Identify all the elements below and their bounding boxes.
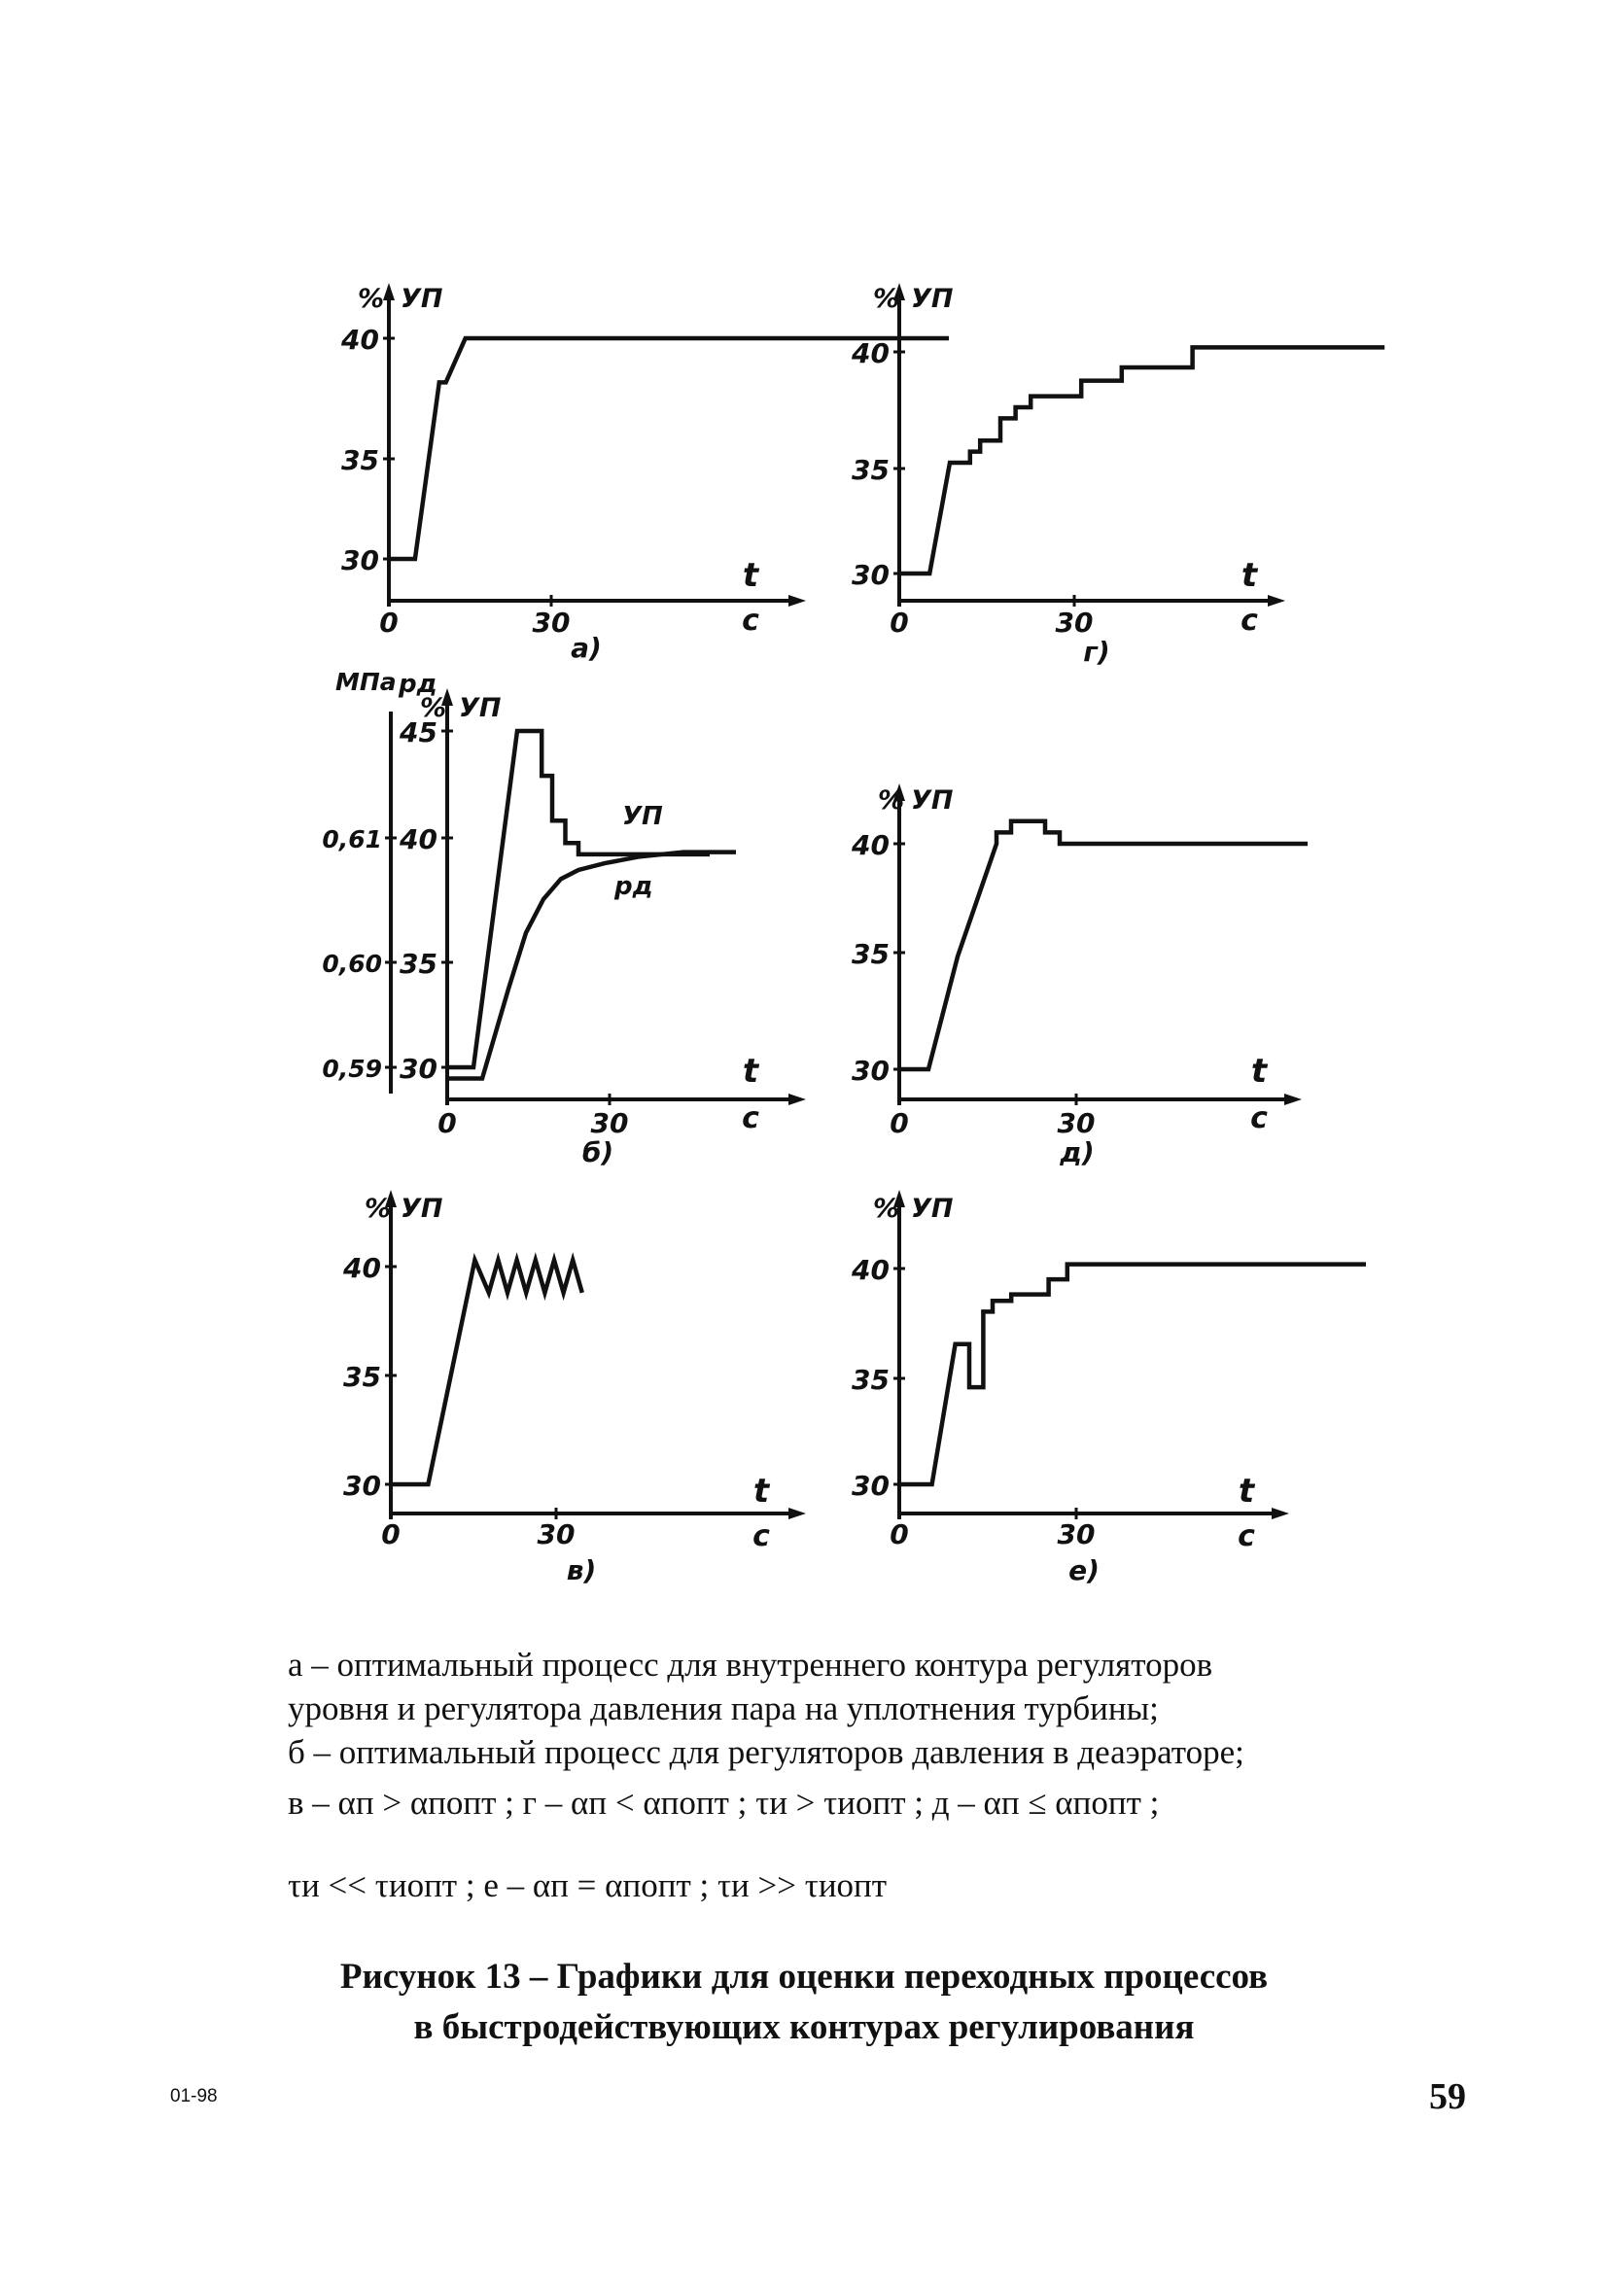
- x-unit-label: c: [742, 1101, 759, 1135]
- y-tick-label: 30: [343, 1470, 381, 1502]
- page-number: 59: [1429, 2076, 1466, 2117]
- y-tick-label: 30: [852, 1055, 890, 1087]
- y-tick-label: 35: [852, 1364, 890, 1396]
- x-axis-arrow: [1284, 1094, 1302, 1105]
- y-tick-label: 30: [852, 559, 890, 591]
- y-axis-label: УП: [911, 1194, 954, 1224]
- y2-axis-label: pд: [399, 670, 437, 699]
- x-tick-label: 0: [890, 1107, 909, 1139]
- y-tick-label: 40: [852, 829, 890, 861]
- x-unit-label: c: [742, 604, 759, 638]
- y-tick-label: 40: [400, 823, 437, 855]
- y2-tick-label: 0,59: [322, 1055, 382, 1083]
- y-tick-label: 35: [852, 454, 890, 486]
- doc-code: 01-98: [170, 2086, 218, 2106]
- series-line: [899, 1265, 1366, 1484]
- y-tick-label: 30: [852, 1470, 890, 1502]
- panel-label: б): [581, 1136, 614, 1168]
- panel-label: г): [1083, 636, 1110, 668]
- y2-unit-label: МПа: [335, 668, 397, 696]
- caption-text: [288, 1643, 1357, 1774]
- series-line: [899, 821, 1308, 1069]
- x-axis-arrow: [788, 1508, 806, 1519]
- y-tick-label: 35: [852, 938, 890, 970]
- y-unit-label: %: [878, 785, 905, 816]
- y-tick-label: 40: [343, 1252, 381, 1284]
- y-unit-label: %: [873, 284, 900, 314]
- y2-tick-label: 0,61: [322, 825, 382, 853]
- x-tick-label: 0: [890, 607, 909, 639]
- y-unit-label: %: [365, 1194, 392, 1224]
- series-line-pd: [447, 852, 736, 1079]
- y-tick-label: 45: [400, 716, 437, 748]
- series-line: [899, 347, 1384, 574]
- figure-title-line-1: Рисунок 13 – Графики для оценки переходных процессов: [339, 1957, 1269, 1997]
- y-axis-label: УП: [911, 785, 954, 816]
- x-tick-label: 0: [890, 1518, 909, 1550]
- x-axis-label: t: [752, 1472, 770, 1511]
- series-line: [389, 338, 949, 559]
- y-unit-label: %: [420, 693, 447, 723]
- x-axis-arrow: [1268, 595, 1285, 607]
- y-unit-label: %: [873, 1194, 900, 1224]
- x-tick-label: 0: [381, 1518, 401, 1550]
- y-tick-label: 40: [341, 324, 379, 356]
- x-axis-label: t: [742, 556, 759, 595]
- y-axis-arrow: [383, 283, 395, 300]
- x-axis-arrow: [1272, 1508, 1289, 1519]
- y-tick-label: 35: [400, 948, 437, 980]
- x-axis-label: t: [1250, 1052, 1268, 1091]
- x-unit-label: c: [1238, 1519, 1255, 1553]
- x-axis-arrow: [788, 1094, 806, 1105]
- x-axis-label: t: [1241, 556, 1258, 595]
- x-unit-label: c: [1241, 604, 1258, 638]
- x-axis-label: t: [742, 1052, 759, 1091]
- caption-line-a-cont: уровня и регулятора давления пара на уплотнения турбины;: [288, 1689, 1159, 1727]
- series-line-up: [447, 731, 710, 1067]
- x-tick-label: 30: [1057, 1518, 1096, 1550]
- panel-label: д): [1060, 1136, 1095, 1168]
- series-label: УП: [622, 802, 663, 831]
- x-unit-label: c: [1250, 1101, 1268, 1135]
- figure-title-line-2: в быстродействующих контурах регулирования: [413, 2007, 1195, 2047]
- panel-label: в): [566, 1554, 597, 1586]
- x-axis-arrow: [788, 595, 806, 607]
- panel-label: е): [1068, 1554, 1100, 1586]
- y2-tick-label: 0,60: [322, 950, 382, 978]
- y-axis-label: УП: [459, 693, 502, 723]
- x-tick-label: 30: [590, 1107, 629, 1139]
- x-tick-label: 0: [437, 1107, 457, 1139]
- caption-formula-1: в – αп > αпопт ; г – αп < αпопт ; τи > τиопт ; д – αп ≤ αпопт ;: [288, 1784, 1160, 1822]
- x-tick-label: 0: [379, 607, 399, 639]
- x-axis-label: t: [1238, 1472, 1255, 1511]
- figure-title: [194, 1952, 1414, 2053]
- y-axis-label: УП: [401, 284, 443, 314]
- caption-line-b: б – оптимальный процесс для регуляторов давления в деаэраторе;: [288, 1733, 1244, 1771]
- panel-label: а): [571, 632, 602, 664]
- y-tick-label: 40: [852, 1254, 890, 1286]
- x-tick-label: 30: [1057, 1107, 1096, 1139]
- series-line: [391, 1260, 582, 1484]
- y-tick-label: 30: [400, 1053, 437, 1085]
- x-tick-label: 30: [537, 1518, 576, 1550]
- y-tick-label: 40: [852, 337, 890, 369]
- x-tick-label: 30: [532, 607, 571, 639]
- y-tick-label: 35: [343, 1361, 381, 1393]
- y-unit-label: %: [358, 284, 385, 314]
- y-axis-label: УП: [911, 284, 954, 314]
- series-label: pд: [614, 872, 653, 901]
- y-tick-label: 35: [341, 444, 379, 476]
- caption-formula-2: τи << τиопт ; е – αп = αпопт ; τи >> τиопт: [288, 1866, 888, 1904]
- y-axis-label: УП: [401, 1194, 443, 1224]
- caption-line-a: а – оптимальный процесс для внутреннего контура регуляторов: [288, 1646, 1213, 1684]
- x-tick-label: 30: [1055, 607, 1094, 639]
- x-unit-label: c: [752, 1519, 770, 1553]
- y-tick-label: 30: [341, 544, 379, 576]
